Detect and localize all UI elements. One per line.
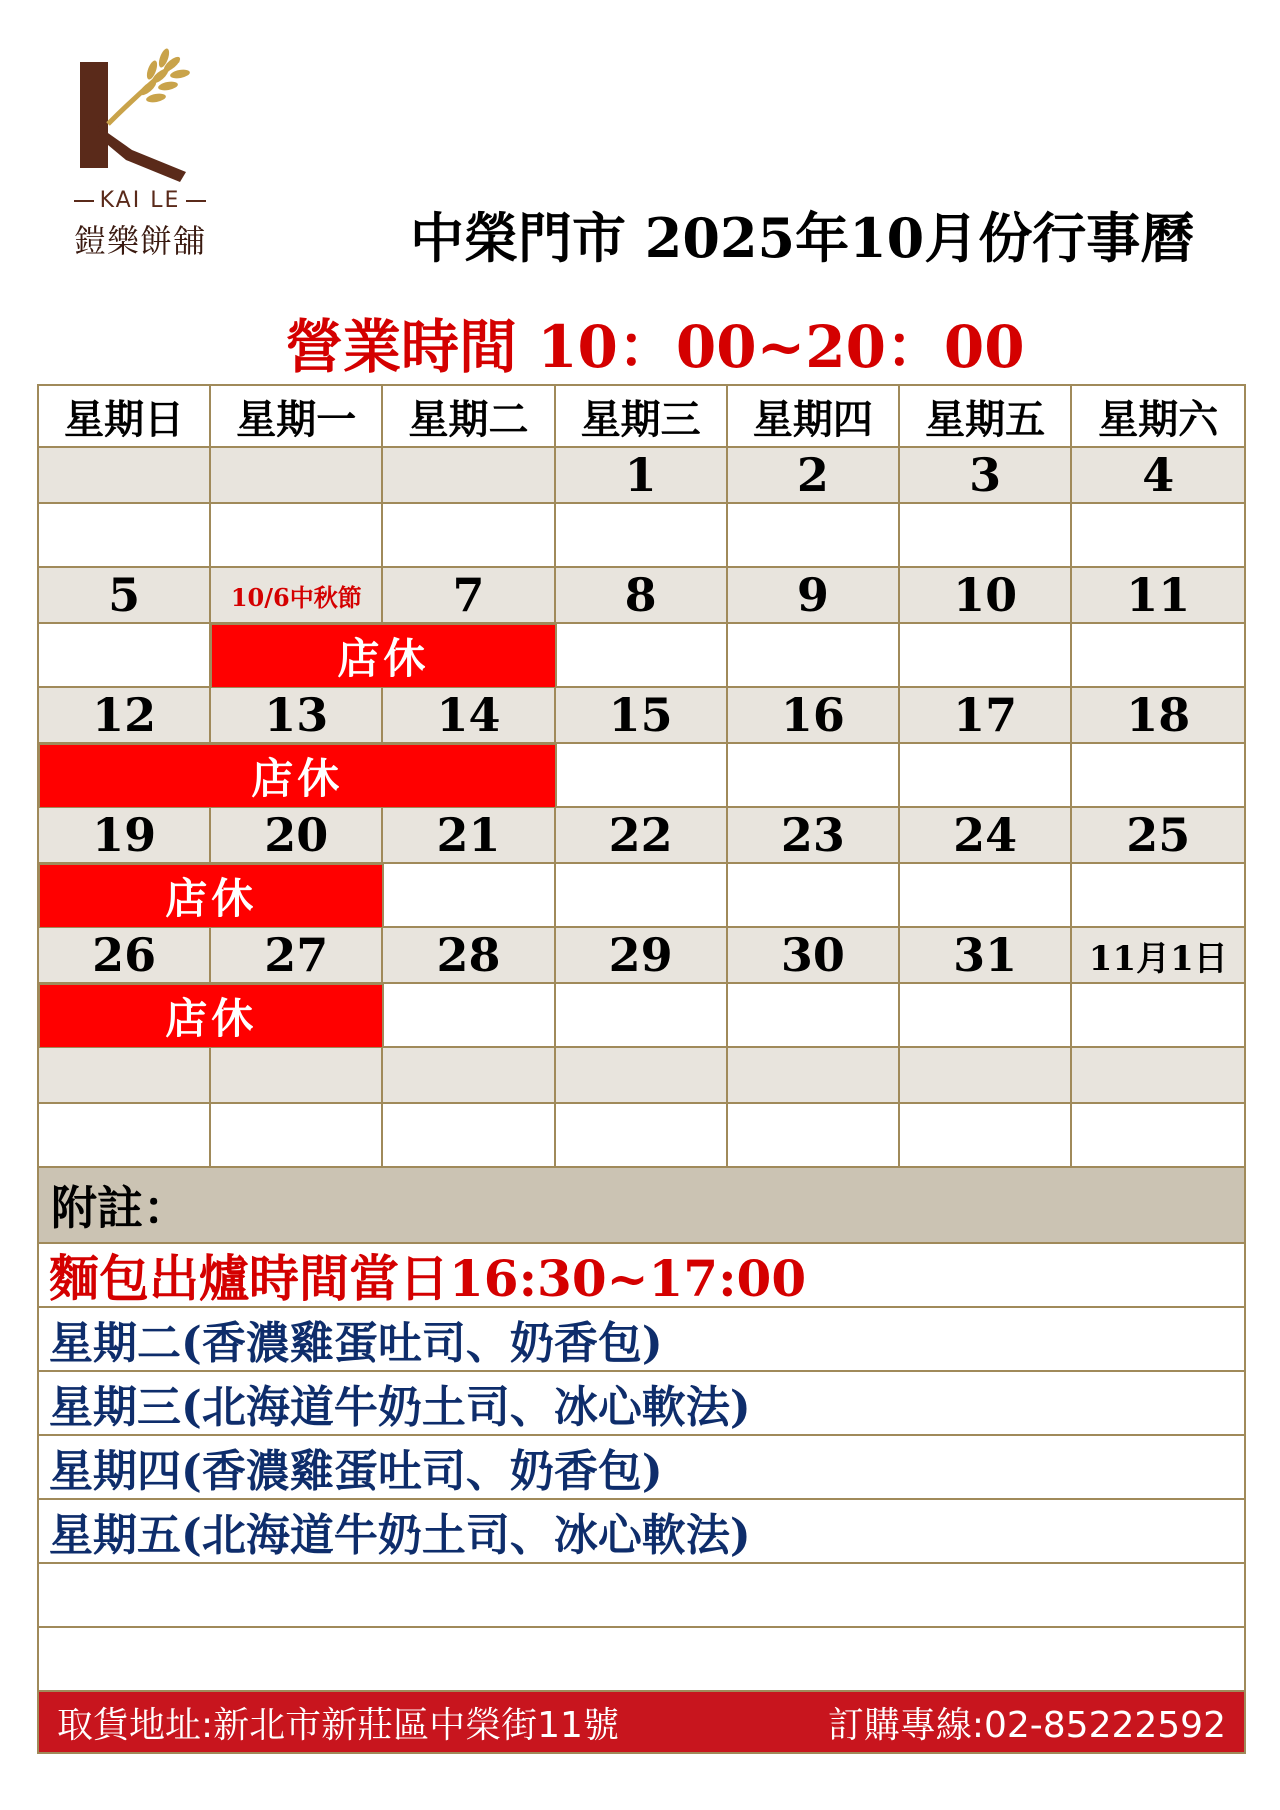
logo-name: 鎧樂餅舖	[73, 222, 206, 260]
pickup-address: 取貨地址:新北市新莊區中榮街11號	[57, 1704, 619, 1746]
day-slot	[211, 504, 383, 568]
day-number	[383, 448, 555, 504]
day-number: 2	[728, 448, 900, 504]
day-number	[383, 1048, 555, 1104]
day-number: 11月1日	[1072, 928, 1244, 984]
day-slot	[383, 864, 555, 928]
day-number	[211, 1048, 383, 1104]
day-number: 23	[728, 808, 900, 864]
day-slot	[728, 624, 900, 688]
weekday-header: 星期五	[900, 386, 1072, 448]
day-number: 27	[211, 928, 383, 984]
day-number: 10	[900, 568, 1072, 624]
note-line: 星期三(北海道牛奶土司、冰心軟法)	[39, 1372, 1244, 1436]
day-slot	[1072, 1104, 1244, 1168]
day-number: 21	[383, 808, 555, 864]
calendar	[37, 384, 1246, 1754]
day-slot	[900, 864, 1072, 928]
day-number: 31	[900, 928, 1072, 984]
day-slot	[556, 984, 728, 1048]
logo-brand: KAI LE	[60, 188, 220, 213]
day-slot	[39, 504, 211, 568]
day-number: 22	[556, 808, 728, 864]
day-number	[211, 448, 383, 504]
day-slot	[900, 624, 1072, 688]
note-line	[39, 1628, 1244, 1692]
day-slot	[900, 744, 1072, 808]
page-title: 中榮門市 2025年10月份行事曆	[410, 206, 1195, 270]
closed-banner: 店休	[38, 743, 557, 809]
day-slot	[383, 504, 555, 568]
weekday-header: 星期一	[211, 386, 383, 448]
day-slot	[1072, 984, 1244, 1048]
day-slot	[39, 624, 211, 688]
day-number: 1	[556, 448, 728, 504]
closed-banner: 店休	[210, 623, 556, 689]
day-number: 17	[900, 688, 1072, 744]
day-number	[900, 1048, 1072, 1104]
day-number: 25	[1072, 808, 1244, 864]
day-number: 4	[1072, 448, 1244, 504]
day-number: 16	[728, 688, 900, 744]
day-slot	[1072, 624, 1244, 688]
day-slot	[900, 984, 1072, 1048]
day-slot	[383, 984, 555, 1048]
day-slot	[1072, 504, 1244, 568]
day-slot	[556, 504, 728, 568]
day-number	[556, 1048, 728, 1104]
day-slot	[728, 984, 900, 1048]
note-line: 星期四(香濃雞蛋吐司、奶香包)	[39, 1436, 1244, 1500]
day-number	[39, 448, 211, 504]
weekday-header: 星期二	[383, 386, 555, 448]
note-line: 星期二(香濃雞蛋吐司、奶香包)	[39, 1308, 1244, 1372]
day-number: 19	[39, 808, 211, 864]
day-number: 30	[728, 928, 900, 984]
day-number: 20	[211, 808, 383, 864]
day-number: 28	[383, 928, 555, 984]
day-number: 29	[556, 928, 728, 984]
day-slot	[728, 504, 900, 568]
day-slot	[1072, 744, 1244, 808]
day-number: 24	[900, 808, 1072, 864]
day-number: 8	[556, 568, 728, 624]
note-line: 麵包出爐時間當日16:30~17:00	[39, 1244, 1244, 1308]
business-hours: 營業時間 10：00~20：00	[285, 313, 1025, 381]
day-number: 11	[1072, 568, 1244, 624]
weekday-header: 星期四	[728, 386, 900, 448]
weekday-header: 星期日	[39, 386, 211, 448]
note-line	[39, 1564, 1244, 1628]
closed-banner: 店休	[38, 863, 384, 929]
day-number: 9	[728, 568, 900, 624]
day-slot	[556, 624, 728, 688]
footer-bar	[39, 1692, 1244, 1752]
order-phone: 訂購專線:02-85222592	[827, 1704, 1226, 1746]
day-slot	[728, 1104, 900, 1168]
day-number: 15	[556, 688, 728, 744]
wheat-k-logo-icon	[68, 40, 208, 190]
weekday-header: 星期三	[556, 386, 728, 448]
day-slot	[728, 744, 900, 808]
day-slot	[728, 864, 900, 928]
day-number	[728, 1048, 900, 1104]
day-slot	[556, 864, 728, 928]
day-number	[1072, 1048, 1244, 1104]
day-number: 14	[383, 688, 555, 744]
note-line: 星期五(北海道牛奶土司、冰心軟法)	[39, 1500, 1244, 1564]
day-number	[39, 1048, 211, 1104]
day-slot	[556, 1104, 728, 1168]
notes-heading: 附註：	[39, 1168, 1244, 1244]
day-number: 12	[39, 688, 211, 744]
day-number: 3	[900, 448, 1072, 504]
day-slot	[39, 1104, 211, 1168]
day-slot	[211, 1104, 383, 1168]
day-slot	[556, 744, 728, 808]
logo	[60, 40, 220, 270]
day-number: 7	[383, 568, 555, 624]
day-number: 18	[1072, 688, 1244, 744]
day-number: 10/6中秋節	[211, 568, 383, 624]
day-number: 13	[211, 688, 383, 744]
day-slot	[900, 504, 1072, 568]
day-number: 5	[39, 568, 211, 624]
weekday-header: 星期六	[1072, 386, 1244, 448]
day-slot	[1072, 864, 1244, 928]
closed-banner: 店休	[38, 983, 384, 1049]
day-number: 26	[39, 928, 211, 984]
day-slot	[383, 1104, 555, 1168]
day-slot	[900, 1104, 1072, 1168]
